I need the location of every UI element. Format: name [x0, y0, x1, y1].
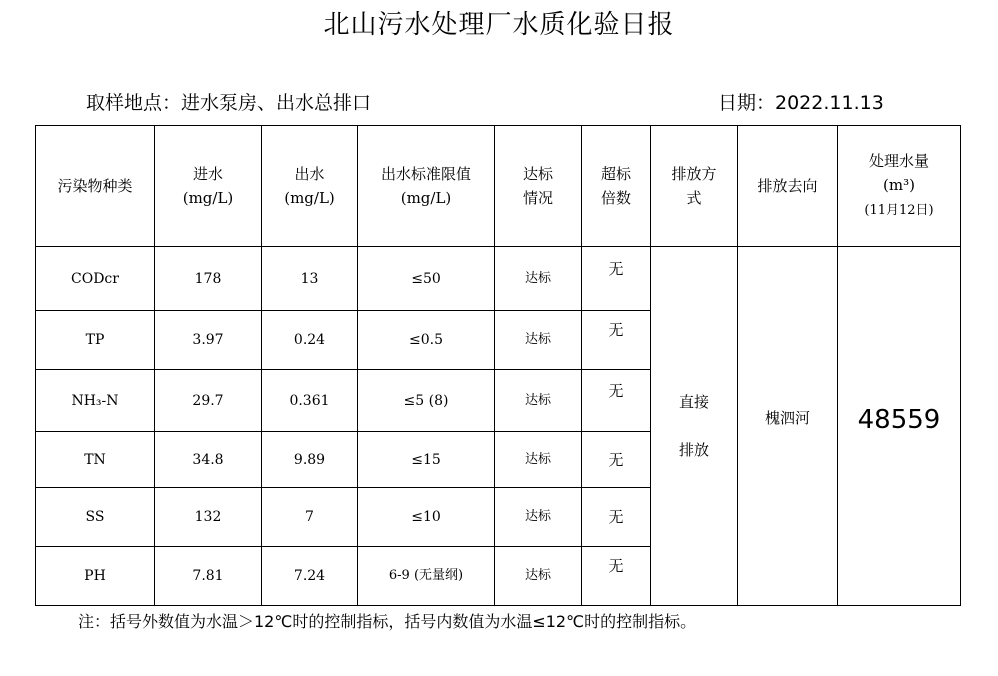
cell-influent: 34.8: [155, 432, 262, 488]
cell-exceed: 无: [582, 311, 651, 370]
cell-status: 达标: [495, 547, 582, 606]
cell-exceed: 无: [582, 370, 651, 432]
cell-exceed: 无: [582, 432, 651, 488]
report-date: 日期：2022.11.13: [718, 92, 884, 114]
cell-limit: ≤10: [358, 488, 495, 547]
header-row: [36, 126, 961, 247]
header-status: 达标 情况: [495, 126, 582, 247]
cell-limit: ≤15: [358, 432, 495, 488]
cell-effluent: 9.89: [262, 432, 358, 488]
header-volume: 处理水量 (m³) (11月12日): [838, 126, 961, 247]
report-title: 北山污水处理厂水质化验日报: [323, 10, 675, 40]
cell-status: 达标: [495, 432, 582, 488]
header-destination: 排放去向: [738, 126, 838, 247]
sampling-location: 取样地点：进水泵房、出水总排口: [86, 92, 372, 114]
cell-effluent: 7.24: [262, 547, 358, 606]
footnote: 注：括号外数值为水温＞12℃时的控制指标，括号内数值为水温≤12℃时的控制指标。: [78, 612, 697, 631]
cell-influent: 3.97: [155, 311, 262, 370]
header-effluent: 出水 (mg/L): [262, 126, 358, 247]
cell-discharge-method: 直接 排放: [651, 247, 738, 606]
cell-influent: 132: [155, 488, 262, 547]
cell-pollutant: PH: [36, 547, 155, 606]
header-exceed: 超标 倍数: [582, 126, 651, 247]
cell-pollutant: SS: [36, 488, 155, 547]
cell-limit: ≤0.5: [358, 311, 495, 370]
cell-pollutant: NH₃-N: [36, 370, 155, 432]
cell-exceed: 无: [582, 247, 651, 311]
cell-pollutant: TP: [36, 311, 155, 370]
cell-limit: 6-9 (无量纲): [358, 547, 495, 606]
cell-status: 达标: [495, 488, 582, 547]
header-influent: 进水 (mg/L): [155, 126, 262, 247]
header-pollutant: 污染物种类: [36, 126, 155, 247]
cell-status: 达标: [495, 247, 582, 311]
cell-exceed: 无: [582, 547, 651, 606]
cell-discharge-destination: 槐泗河: [738, 247, 838, 606]
cell-influent: 29.7: [155, 370, 262, 432]
cell-treated-volume: 48559: [838, 247, 961, 606]
cell-exceed: 无: [582, 488, 651, 547]
cell-influent: 178: [155, 247, 262, 311]
water-quality-table: [35, 125, 961, 606]
cell-status: 达标: [495, 311, 582, 370]
cell-pollutant: CODcr: [36, 247, 155, 311]
header-limit: 出水标准限值 (mg/L): [358, 126, 495, 247]
cell-influent: 7.81: [155, 547, 262, 606]
cell-pollutant: TN: [36, 432, 155, 488]
cell-effluent: 0.24: [262, 311, 358, 370]
table-row: [36, 247, 961, 311]
cell-limit: ≤5 (8): [358, 370, 495, 432]
cell-effluent: 0.361: [262, 370, 358, 432]
cell-limit: ≤50: [358, 247, 495, 311]
cell-effluent: 7: [262, 488, 358, 547]
cell-status: 达标: [495, 370, 582, 432]
cell-effluent: 13: [262, 247, 358, 311]
header-method: 排放方 式: [651, 126, 738, 247]
